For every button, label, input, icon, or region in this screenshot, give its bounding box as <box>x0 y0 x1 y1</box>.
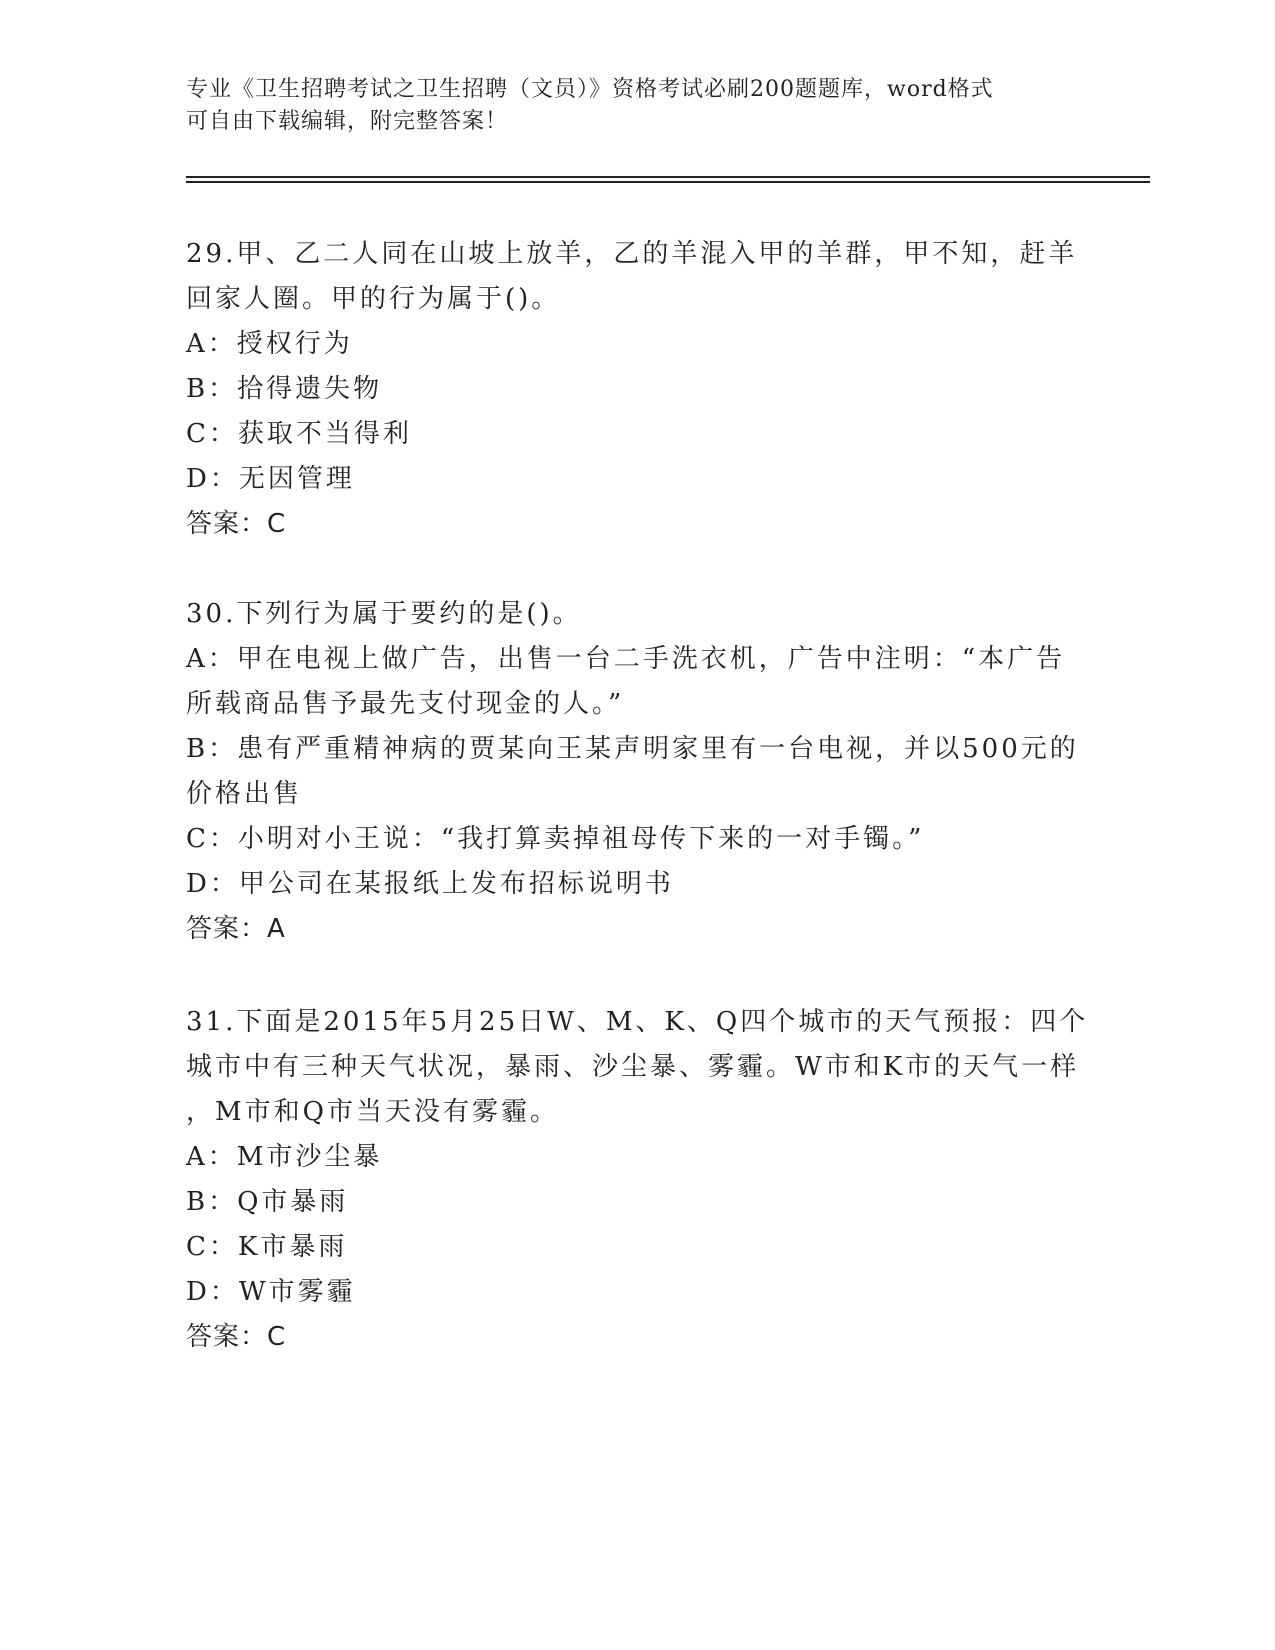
option-b: B：患有严重精神病的贾某向王某声明家里有一台电视，并以500元的 <box>186 734 1079 764</box>
option-c: C：获取不当得利 <box>186 419 412 449</box>
question-stem-line: 29.甲、乙二人同在山坡上放羊，乙的羊混入甲的羊群，甲不知，赶羊 <box>186 239 1078 269</box>
option-a: A：M市沙尘暴 <box>186 1142 383 1172</box>
question-stem-line: ，M市和Q市当天没有雾霾。 <box>186 1097 559 1127</box>
question-31 <box>186 1000 1089 1360</box>
header-divider-top <box>186 176 1150 178</box>
question-29 <box>186 232 1086 547</box>
option-a-continued: 所载商品售予最先支付现金的人。” <box>186 689 625 719</box>
question-stem-line: 回家人圈。甲的行为属于()。 <box>186 284 561 314</box>
answer-label: 答案：A <box>186 914 286 944</box>
option-d: D：无因管理 <box>186 464 355 494</box>
answer-label: 答案：C <box>186 509 287 539</box>
option-d: D：W市雾霾 <box>186 1277 356 1307</box>
option-c: C：小明对小王说：“我打算卖掉祖母传下来的一对手镯。” <box>186 824 925 854</box>
option-b: B：Q市暴雨 <box>186 1187 349 1217</box>
option-c: C：K市暴雨 <box>186 1232 348 1262</box>
question-stem-line: 31.下面是2015年5月25日W、M、K、Q四个城市的天气预报：四个 <box>186 1007 1089 1037</box>
question-30 <box>186 592 1086 952</box>
header-line-2: 可自由下载编辑，附完整答案！ <box>186 109 509 134</box>
option-b: B：拾得遗失物 <box>186 374 383 404</box>
header-divider-bottom <box>186 181 1150 183</box>
option-b-continued: 价格出售 <box>186 779 303 809</box>
question-stem-line: 30.下列行为属于要约的是()。 <box>186 599 582 629</box>
option-a: A：甲在电视上做广告，出售一台二手洗衣机，广告中注明：“本广告 <box>186 644 1066 674</box>
option-a: A：授权行为 <box>186 329 353 359</box>
header-text <box>186 74 1066 138</box>
option-d: D：甲公司在某报纸上发布招标说明书 <box>186 869 674 899</box>
answer-label: 答案：C <box>186 1322 287 1352</box>
header-line-1: 专业《卫生招聘考试之卫生招聘（文员）》资格考试必刷200题题库，word格式 <box>186 77 994 102</box>
question-stem-line: 城市中有三种天气状况，暴雨、沙尘暴、雾霾。W市和K市的天气一样 <box>186 1052 1080 1082</box>
